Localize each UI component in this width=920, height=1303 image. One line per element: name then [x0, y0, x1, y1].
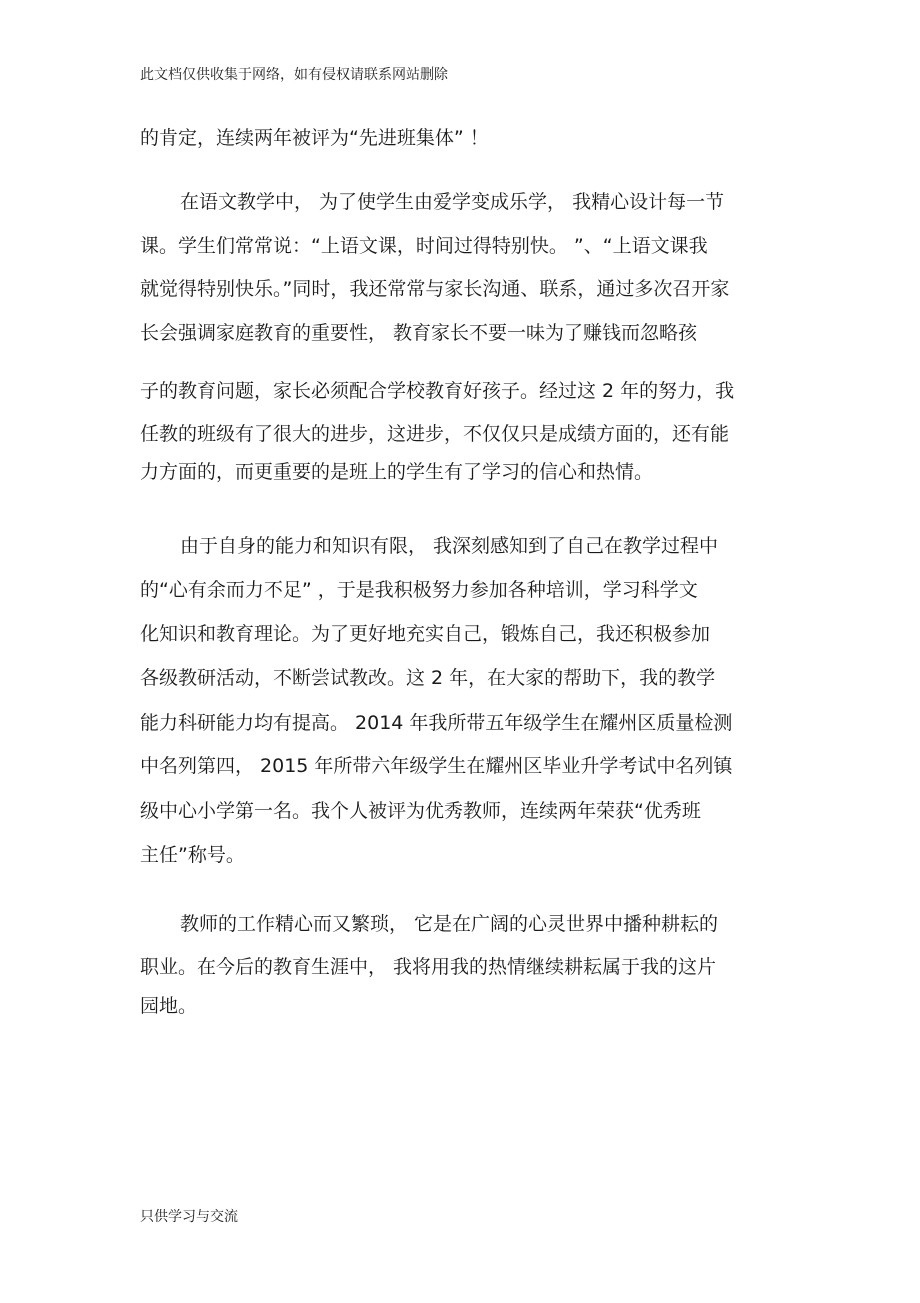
text-line: 级中心小学第一名。我个人被评为优秀教师，连续两年荣获“优秀班: [140, 800, 701, 822]
text-line: 力方面的，而更重要的是班上的学生有了学习的信心和热情。: [140, 461, 654, 483]
text-line: 由于自身的能力和知识有限， 我深刻感知到了自己在教学过程中: [180, 535, 719, 557]
text-line: 职业。在今后的教育生涯中， 我将用我的热情继续耕耘属于我的这片: [140, 956, 717, 978]
text-line: 长会强调家庭教育的重要性， 教育家长不要一味为了赚钱而忽略孩: [140, 322, 698, 344]
text-line: 各级教研活动，不断尝试教改。这 2 年，在大家的帮助下，我的教学: [140, 667, 716, 689]
text-line: 主任”称号。: [140, 844, 245, 866]
text-line: 教师的工作精心而又繁琐， 它是在广阔的心灵世界中播种耕耘的: [180, 913, 719, 935]
text-line: 在语文教学中， 为了使学生由爱学变成乐学， 我精心设计每一节: [180, 191, 725, 213]
text-line: 能力科研能力均有提高。 2014 年我所带五年级学生在耀州区质量检测: [140, 712, 733, 734]
footer-note: 只供学习与交流: [140, 1209, 238, 1225]
text-line: 的“心有余而力不足” ，于是我积极努力参加各种培训，学习科学文: [140, 579, 698, 601]
text-line: 子的教育问题，家长必须配合学校教育好孩子。经过这 2 年的努力，我: [140, 380, 735, 402]
text-line: 任教的班级有了很大的进步，这进步，不仅仅只是成绩方面的，还有能: [140, 423, 730, 445]
header-disclaimer: 此文档仅供收集于网络，如有侵权请联系网站删除: [140, 67, 448, 83]
text-line: 就觉得特别快乐。”同时，我还常常与家长沟通、联系，通过多次召开家: [140, 278, 730, 300]
text-line: 课。学生们常常说：“上语文课，时间过得特别快。 ”、“上语文课我: [140, 235, 708, 257]
text-line: 化知识和教育理论。为了更好地充实自己，锻炼自己，我还积极参加: [140, 623, 711, 645]
text-line: 的肯定，连续两年被评为“先进班集体” ！: [140, 127, 489, 149]
text-line: 园地。: [140, 995, 198, 1017]
text-line: 中名列第四， 2015 年所带六年级学生在耀州区毕业升学考试中名列镇: [140, 755, 733, 777]
